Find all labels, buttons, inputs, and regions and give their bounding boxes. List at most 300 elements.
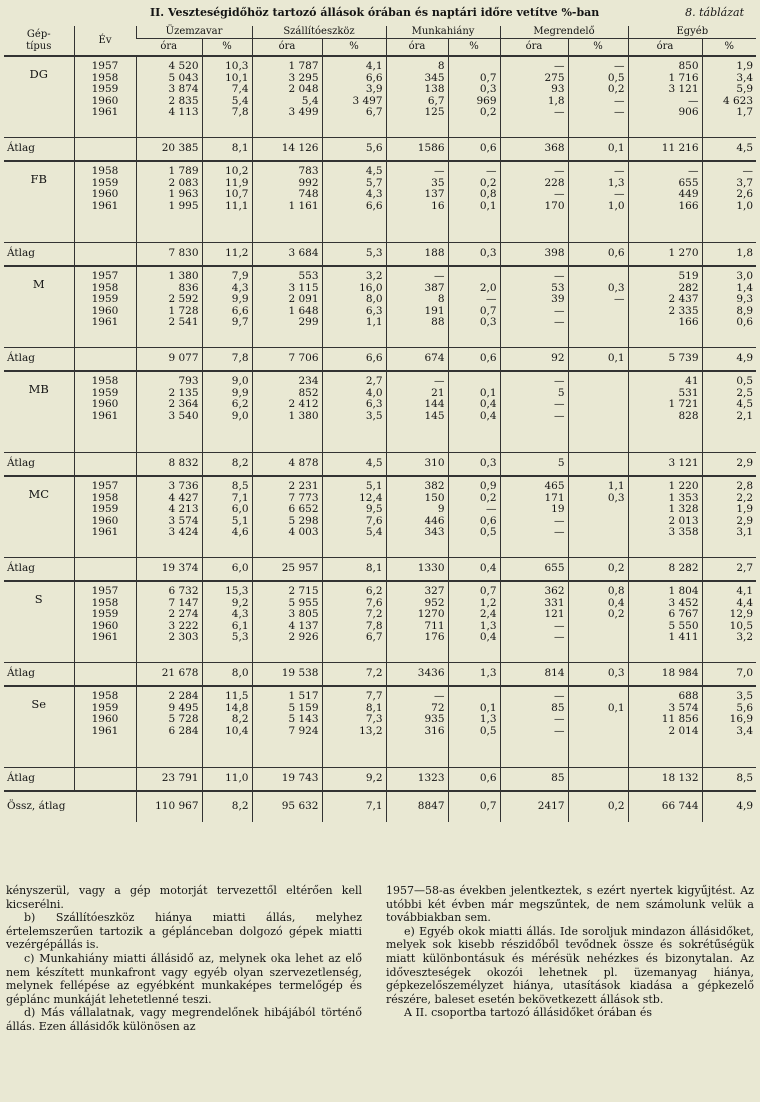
- average-value: 9 077: [136, 348, 202, 372]
- table-cell-value: 4,3: [365, 188, 383, 201]
- machine-type-cell: MC: [28, 487, 50, 501]
- average-value: 2,9: [702, 453, 756, 477]
- average-value: 1,3: [448, 663, 500, 687]
- table-cell-value: 2 541: [168, 316, 199, 329]
- table-cell-value: —: [554, 165, 565, 177]
- table-cell-value: 748: [298, 188, 319, 201]
- table-cell-value: 6 732: [168, 585, 199, 597]
- table-cell-value: 1 787: [288, 60, 319, 72]
- value-cell: [202, 476, 252, 558]
- average-value: 0,6: [568, 243, 628, 267]
- table-cell-value: 4 213: [168, 503, 199, 516]
- table-cell-value: 1 648: [288, 304, 319, 317]
- table-cell-value: 1,2: [479, 596, 497, 609]
- average-row: [4, 348, 756, 372]
- average-value: 8,1: [202, 138, 252, 162]
- table-cell-value: 0,5: [736, 375, 754, 387]
- table-cell-value: 2 135: [168, 386, 199, 399]
- table-cell-value: 8: [437, 293, 445, 306]
- table-cell-value: [572, 411, 625, 423]
- average-value: 5,3: [322, 243, 386, 267]
- empty-cell: [74, 348, 136, 372]
- table-cell-value: 11,9: [225, 176, 249, 189]
- table-cell-value: [572, 726, 625, 738]
- average-value: 6,0: [202, 558, 252, 582]
- table-cell-value: 1 721: [668, 398, 699, 411]
- value-cell: [136, 476, 202, 558]
- table-cell-value: 3,7: [736, 176, 754, 189]
- table-cell-value: 1270: [417, 608, 445, 621]
- table-cell-value: [572, 527, 625, 539]
- average-label: Átlag: [4, 348, 74, 372]
- table-cell-value: 39: [551, 293, 565, 306]
- table-cell-value: 144: [424, 398, 445, 411]
- table-cell-value: 10,3: [225, 60, 249, 72]
- table-cell-value: 0,4: [479, 409, 497, 422]
- average-value: 0,1: [568, 138, 628, 162]
- table-cell-value: 992: [298, 176, 319, 189]
- table-cell-value: 316: [424, 724, 445, 737]
- average-value: 19 538: [252, 663, 322, 687]
- table-cell-value: 1958: [91, 281, 119, 294]
- table-cell-value: 1960: [91, 304, 119, 317]
- average-value: 814: [500, 663, 568, 687]
- table-cell-value: 3 424: [168, 526, 199, 539]
- table-cell-value: 6,2: [231, 398, 249, 411]
- table-cell-value: [572, 621, 625, 633]
- table-cell-value: 5,6: [736, 701, 754, 714]
- table-cell-value: 0,1: [479, 199, 497, 212]
- table-cell-value: 2 592: [168, 293, 199, 306]
- table-cell-value: 6,0: [231, 503, 249, 516]
- table-cell-value: [452, 271, 497, 283]
- table-cell-value: 5,3: [231, 631, 249, 644]
- table-cell-value: 170: [544, 199, 565, 212]
- value-cell: [628, 581, 702, 663]
- table-cell-value: 1959: [91, 176, 119, 189]
- table-cell-value: 3,2: [365, 270, 383, 282]
- table-cell-value: 2 364: [168, 398, 199, 411]
- year-cell: [74, 581, 136, 663]
- table-cell-value: 1,1: [365, 316, 383, 329]
- value-cell: [500, 476, 568, 558]
- table-cell-value: 0,7: [479, 304, 497, 317]
- table-cell-value: 4,3: [231, 608, 249, 621]
- table-cell-value: 1960: [91, 188, 119, 201]
- average-value: 5 739: [628, 348, 702, 372]
- table-cell-value: —: [554, 375, 565, 387]
- value-cell: [322, 161, 386, 243]
- table-cell-value: 4 113: [168, 106, 199, 119]
- table-cell-value: 1960: [91, 713, 119, 726]
- table-cell-value: 1,9: [736, 503, 754, 516]
- average-value: 25 957: [252, 558, 322, 582]
- table-cell-value: 4 137: [288, 619, 319, 632]
- table-cell-value: 1961: [91, 526, 119, 539]
- table-cell-value: 1,4: [736, 281, 754, 294]
- table-cell-value: 6,7: [427, 94, 445, 107]
- table-cell-value: 3,0: [736, 270, 754, 282]
- table-cell-value: 1 328: [668, 503, 699, 516]
- average-value: 655: [500, 558, 568, 582]
- value-cell: [322, 371, 386, 453]
- table-cell-value: 1 716: [668, 71, 699, 84]
- table-cell-value: 1961: [91, 631, 119, 644]
- average-value: 1 270: [628, 243, 702, 267]
- table-cell-value: 387: [424, 281, 445, 294]
- table-cell-value: —: [614, 94, 625, 107]
- table-cell-value: 137: [424, 188, 445, 201]
- table-cell-value: —: [434, 165, 445, 177]
- table-cell-value: 343: [424, 526, 445, 539]
- table-cell-value: 793: [178, 375, 199, 387]
- table-cell-value: —: [554, 526, 565, 539]
- year-cell: [74, 161, 136, 243]
- value-cell: [628, 371, 702, 453]
- table-cell-value: 1961: [91, 409, 119, 422]
- table-cell-value: 1960: [91, 94, 119, 107]
- value-cell: [252, 371, 322, 453]
- average-value: 85: [500, 768, 568, 792]
- table-cell-value: 12,9: [729, 608, 754, 621]
- table-cell-value: —: [614, 293, 625, 306]
- table-cell-value: 1,0: [607, 199, 625, 212]
- value-cell: [252, 581, 322, 663]
- table-cell-value: 2,8: [736, 480, 754, 492]
- value-cell: [448, 56, 500, 138]
- table-cell-value: 16: [431, 199, 445, 212]
- year-cell: [74, 686, 136, 768]
- empty-cell: [74, 243, 136, 267]
- table-cell-value: 1961: [91, 106, 119, 119]
- average-row: [4, 558, 756, 582]
- average-value: 0,6: [448, 768, 500, 792]
- table-cell-value: 1 380: [168, 270, 199, 282]
- table-cell-value: 4 427: [168, 491, 199, 504]
- value-cell: [386, 266, 448, 348]
- table-cell-value: 935: [424, 713, 445, 726]
- table-cell-value: 8: [437, 60, 445, 72]
- value-cell: [500, 371, 568, 453]
- value-cell: [202, 161, 252, 243]
- table-cell-value: 1,3: [607, 176, 625, 189]
- grand-average-value: 2417: [500, 791, 568, 822]
- table-cell-value: 2,5: [736, 386, 754, 399]
- value-cell: [500, 56, 568, 138]
- table-cell-value: 145: [424, 409, 445, 422]
- value-cell: [568, 371, 628, 453]
- table-cell-value: 299: [298, 316, 319, 329]
- table-cell-value: 5 143: [288, 713, 319, 726]
- table-cell-value: 850: [678, 60, 699, 72]
- sub-header-percent: %: [702, 39, 756, 57]
- table-cell-value: 10,7: [225, 188, 249, 201]
- average-value: 1330: [386, 558, 448, 582]
- table-cell-value: 0,1: [479, 701, 497, 714]
- average-value: 7 706: [252, 348, 322, 372]
- value-cell: [702, 56, 756, 138]
- table-cell-value: 0,5: [607, 71, 625, 84]
- table-cell-value: 5,1: [231, 514, 249, 527]
- paragraph: kényszerül, vagy a gép motorját tervezettől eltérően kell kicserélni.: [6, 884, 362, 911]
- value-cell: [568, 56, 628, 138]
- year-cell: [74, 266, 136, 348]
- table-cell-value: 1 789: [168, 165, 199, 177]
- table-cell-value: 3,9: [365, 83, 383, 96]
- value-cell: [702, 371, 756, 453]
- table-cell-value: 465: [544, 480, 565, 492]
- table-cell-value: [452, 691, 497, 703]
- table-cell-value: 1959: [91, 83, 119, 96]
- empty-cell: [74, 768, 136, 792]
- table-cell-value: 9,3: [736, 293, 754, 306]
- table-cell-value: 1 963: [168, 188, 199, 201]
- table-cell-value: —: [554, 619, 565, 632]
- value-cell: [500, 161, 568, 243]
- value-cell: [500, 686, 568, 768]
- table-cell-value: —: [554, 188, 565, 201]
- table-cell-value: 1 728: [168, 304, 199, 317]
- table-cell-value: 8,0: [365, 293, 383, 306]
- value-cell: [386, 161, 448, 243]
- average-value: 310: [386, 453, 448, 477]
- table-cell-value: 6,1: [231, 619, 249, 632]
- table-cell-value: —: [614, 106, 625, 119]
- table-cell-value: 9,5: [365, 503, 383, 516]
- table-cell-value: 1 380: [288, 409, 319, 422]
- value-cell: [202, 581, 252, 663]
- sub-header-percent: %: [322, 39, 386, 57]
- table-cell-value: 327: [424, 585, 445, 597]
- table-cell-value: 1 411: [668, 631, 699, 644]
- value-cell: [136, 161, 202, 243]
- average-value: 3 121: [628, 453, 702, 477]
- table-cell-value: 4,0: [365, 386, 383, 399]
- table-cell-value: 1 161: [288, 199, 319, 212]
- table-cell-value: 6,6: [365, 199, 383, 212]
- table-cell-value: 331: [544, 596, 565, 609]
- table-cell-value: 5,4: [365, 526, 383, 539]
- table-cell-value: 7 773: [288, 491, 319, 504]
- table-cell-value: 783: [298, 165, 319, 177]
- table-cell-value: 3 497: [352, 94, 383, 107]
- table-cell-value: 6,3: [365, 304, 383, 317]
- machine-group-row: [4, 371, 756, 453]
- table-cell-value: 12,4: [359, 491, 383, 504]
- table-cell-value: 449: [678, 188, 699, 201]
- table-cell-value: 125: [424, 106, 445, 119]
- sub-header-hours: óra: [136, 39, 202, 57]
- table-cell-value: 10,5: [729, 619, 754, 632]
- table-cell-value: 382: [424, 480, 445, 492]
- average-value: 18 984: [628, 663, 702, 687]
- table-cell-value: 1,3: [479, 619, 497, 632]
- empty-cell: [74, 453, 136, 477]
- value-cell: [628, 686, 702, 768]
- average-value: 8,5: [702, 768, 756, 792]
- average-label: Átlag: [4, 558, 74, 582]
- table-cell-value: 0,2: [479, 176, 497, 189]
- table-cell-value: 345: [424, 71, 445, 84]
- table-cell-value: —: [434, 690, 445, 702]
- value-cell: [322, 581, 386, 663]
- table-cell-value: 3,4: [736, 724, 754, 737]
- value-cell: [322, 476, 386, 558]
- table-cell-value: —: [554, 690, 565, 702]
- table-cell-value: 553: [298, 270, 319, 282]
- table-cell-value: 6,7: [365, 106, 383, 119]
- table-cell-value: 0,1: [479, 386, 497, 399]
- table-cell-value: 3,4: [736, 71, 754, 84]
- table-cell-value: 21: [431, 386, 445, 399]
- average-value: 7,2: [322, 663, 386, 687]
- table-cell-value: 13,2: [359, 724, 383, 737]
- average-value: 6,6: [322, 348, 386, 372]
- grand-average-value: 8847: [386, 791, 448, 822]
- table-cell-value: 3 121: [668, 83, 699, 96]
- table-cell-value: 7,7: [365, 690, 383, 702]
- table-cell-value: 655: [678, 176, 699, 189]
- table-cell-value: 1959: [91, 701, 119, 714]
- table-cell-value: 9: [437, 503, 445, 516]
- value-cell: [386, 581, 448, 663]
- table-cell-value: 1957: [91, 60, 119, 72]
- table-cell-value: 4,5: [736, 398, 754, 411]
- table-cell-value: 121: [544, 608, 565, 621]
- table-cell-value: —: [688, 165, 699, 177]
- table-cell-value: 6,3: [365, 398, 383, 411]
- table-cell-value: 1959: [91, 608, 119, 621]
- machine-type-cell: FB: [30, 172, 47, 186]
- table-cell-value: 3 540: [168, 409, 199, 422]
- value-cell: [702, 686, 756, 768]
- value-cell: [702, 581, 756, 663]
- table-cell-value: 85: [551, 701, 565, 714]
- average-value: 8 832: [136, 453, 202, 477]
- table-cell-value: 0,5: [479, 724, 497, 737]
- table-cell-value: 7,8: [231, 106, 249, 119]
- average-value: 0,3: [448, 453, 500, 477]
- value-cell: [448, 476, 500, 558]
- value-cell: [448, 371, 500, 453]
- value-cell: [628, 161, 702, 243]
- average-label: Átlag: [4, 663, 74, 687]
- table-cell-value: 7 147: [168, 596, 199, 609]
- value-cell: [386, 476, 448, 558]
- value-cell: [136, 371, 202, 453]
- table-cell-value: 0,8: [479, 188, 497, 201]
- sub-header-hours: óra: [252, 39, 322, 57]
- table-cell-value: 969: [476, 94, 497, 107]
- table-cell-value: 1958: [91, 690, 119, 702]
- table-cell-value: 688: [678, 690, 699, 702]
- table-cell-value: 4,5: [365, 165, 383, 177]
- average-value: 0,4: [448, 558, 500, 582]
- table-cell-value: 234: [298, 375, 319, 387]
- value-cell: [500, 581, 568, 663]
- table-cell-value: 3 295: [288, 71, 319, 84]
- table-cell-value: 9,0: [231, 409, 249, 422]
- table-cell-value: —: [554, 316, 565, 329]
- table-cell-value: 88: [431, 316, 445, 329]
- value-cell: [252, 56, 322, 138]
- table-cell-value: 1959: [91, 503, 119, 516]
- table-cell-value: 2,6: [736, 188, 754, 201]
- average-value: 14 126: [252, 138, 322, 162]
- table-cell-value: 14,8: [225, 701, 249, 714]
- table-cell-value: 1959: [91, 293, 119, 306]
- grand-average-value: 110 967: [136, 791, 202, 822]
- table-cell-value: —: [554, 106, 565, 119]
- empty-cell: [74, 138, 136, 162]
- table-cell-value: —: [554, 398, 565, 411]
- value-cell: [568, 476, 628, 558]
- average-value: 20 385: [136, 138, 202, 162]
- table-cell-value: 1961: [91, 316, 119, 329]
- table-cell-value: 3,2: [736, 631, 754, 644]
- table-cell-value: 10,2: [225, 165, 249, 177]
- table-cell-value: 952: [424, 596, 445, 609]
- average-value: 8,1: [322, 558, 386, 582]
- table-cell-value: 275: [544, 71, 565, 84]
- table-cell-value: [452, 61, 497, 73]
- value-cell: [322, 686, 386, 768]
- table-cell-value: 1960: [91, 398, 119, 411]
- table-cell-value: —: [554, 60, 565, 72]
- value-cell: [448, 266, 500, 348]
- table-cell-value: [572, 317, 625, 329]
- table-cell-value: 3 736: [168, 480, 199, 492]
- table-cell-value: 16,0: [359, 281, 383, 294]
- average-value: 0,3: [448, 243, 500, 267]
- value-cell: [322, 56, 386, 138]
- table-cell-value: 4,1: [736, 585, 754, 597]
- average-value: 5: [500, 453, 568, 477]
- table-cell-value: 828: [678, 409, 699, 422]
- table-cell-value: 5 955: [288, 596, 319, 609]
- table-cell-value: 11,5: [225, 690, 249, 702]
- table-cell-value: 4 520: [168, 60, 199, 72]
- value-cell: [628, 476, 702, 558]
- table-cell-value: 176: [424, 631, 445, 644]
- table-cell-value: 3 222: [168, 619, 199, 632]
- table-cell-value: 531: [678, 386, 699, 399]
- value-cell: [322, 266, 386, 348]
- table-cell-value: 1 517: [288, 690, 319, 702]
- sub-header-percent: %: [202, 39, 252, 57]
- table-cell-value: 1 220: [668, 480, 699, 492]
- machine-group-row: [4, 161, 756, 243]
- average-value: 8,2: [202, 453, 252, 477]
- average-label: Átlag: [4, 243, 74, 267]
- table-cell-value: 2,9: [736, 514, 754, 527]
- empty-cell: [74, 558, 136, 582]
- value-cell: [202, 266, 252, 348]
- average-value: 11,0: [202, 768, 252, 792]
- table-cell-value: 1960: [91, 619, 119, 632]
- table-cell-value: —: [486, 503, 497, 516]
- table-cell-value: 0,3: [607, 281, 625, 294]
- average-value: 0,6: [448, 138, 500, 162]
- table-cell-value: 3,5: [736, 690, 754, 702]
- table-cell-value: —: [434, 375, 445, 387]
- table-cell-value: 5 550: [668, 619, 699, 632]
- machine-group-row: [4, 686, 756, 768]
- table-cell-value: 2 083: [168, 176, 199, 189]
- table-cell-value: 2,0: [479, 281, 497, 294]
- grand-average-value: 0,7: [448, 791, 500, 822]
- table-cell-value: 5 298: [288, 514, 319, 527]
